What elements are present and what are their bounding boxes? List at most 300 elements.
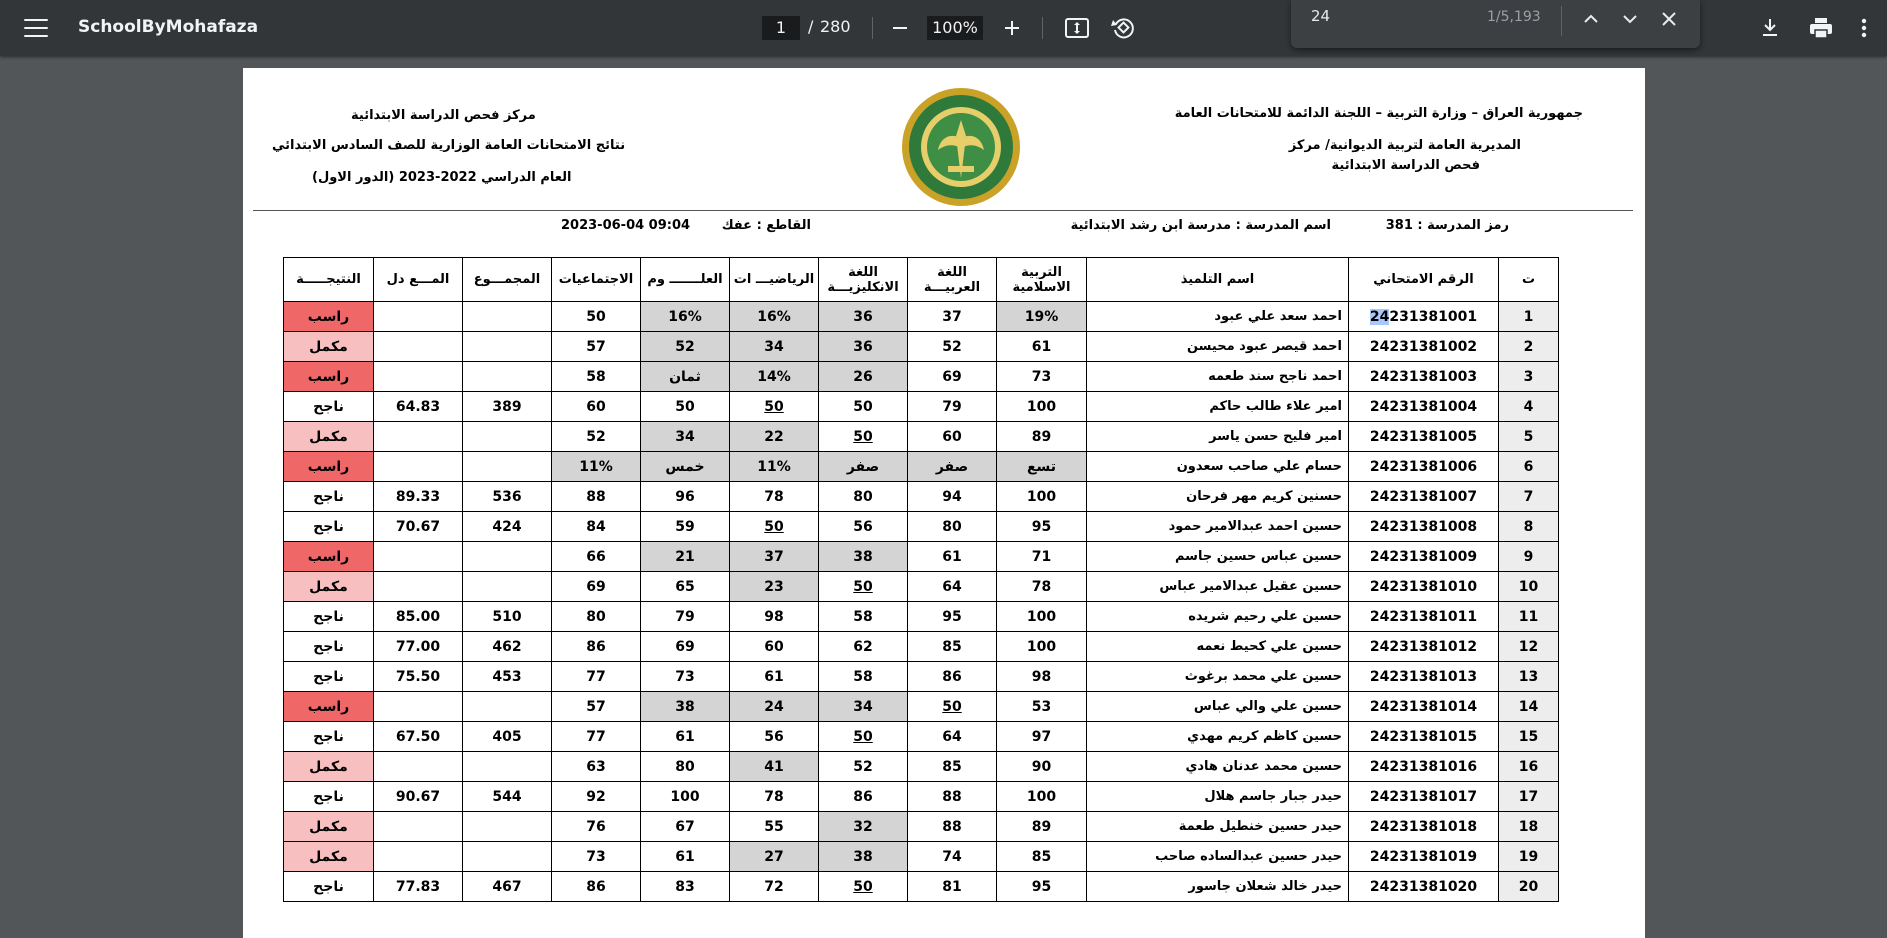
results-table <box>283 257 1559 902</box>
exam-id-cell: 24231381007 <box>1349 482 1499 512</box>
grade-cell: 95 <box>997 872 1087 902</box>
menu-icon[interactable] <box>22 16 50 40</box>
grade-cell: 61 <box>641 722 730 752</box>
grade-cell: 64 <box>908 572 997 602</box>
grade-cell <box>463 812 552 842</box>
grade-cell: 64.83 <box>374 392 463 422</box>
grade-cell: 424 <box>463 512 552 542</box>
grade-cell: 67 <box>641 812 730 842</box>
table-row <box>284 602 1559 632</box>
student-name-cell: احمد ناجح سند طعمه <box>1087 362 1349 392</box>
row-number-cell: 14 <box>1499 692 1559 722</box>
result-cell: ناجح <box>284 602 374 632</box>
exam-id-cell: 24231381013 <box>1349 662 1499 692</box>
row-number-cell: 12 <box>1499 632 1559 662</box>
grade-cell: 92 <box>552 782 641 812</box>
result-cell: ناجح <box>284 872 374 902</box>
exam-id-cell: 24231381020 <box>1349 872 1499 902</box>
grade-cell: 79 <box>908 392 997 422</box>
grade-cell: 536 <box>463 482 552 512</box>
grade-cell: 38 <box>819 842 908 872</box>
grade-cell: 61 <box>641 842 730 872</box>
table-row <box>284 692 1559 722</box>
table-row <box>284 512 1559 542</box>
column-header: الرياضيـــ ات <box>730 258 819 302</box>
grade-cell: 85 <box>908 632 997 662</box>
exam-id-cell: 24231381006 <box>1349 452 1499 482</box>
student-name-cell: حسين علي كحيط نعمه <box>1087 632 1349 662</box>
result-cell: مكمل <box>284 422 374 452</box>
grade-cell: 462 <box>463 632 552 662</box>
grade-cell <box>463 332 552 362</box>
row-number-cell: 4 <box>1499 392 1559 422</box>
exam-id-cell: 24231381002 <box>1349 332 1499 362</box>
exam-id-cell: 24231381011 <box>1349 602 1499 632</box>
grade-cell: 100 <box>997 632 1087 662</box>
grade-cell <box>374 812 463 842</box>
grade-cell: 23 <box>730 572 819 602</box>
grade-cell: 50 <box>730 392 819 422</box>
school-code: رمز المدرسة : 381 <box>1385 218 1509 233</box>
grade-cell: 73 <box>997 362 1087 392</box>
grade-cell: 85.00 <box>374 602 463 632</box>
download-icon[interactable] <box>1758 16 1782 40</box>
find-result-count: 1/5,193 <box>1487 9 1541 25</box>
school-name: اسم المدرسة : مدرسة ابن رشد الابتدائية <box>1070 218 1331 233</box>
grade-cell <box>463 692 552 722</box>
header-academic-year: العام الدراسي 2022-2023 (الدور الاول) <box>312 170 572 185</box>
grade-cell: خمس <box>641 452 730 482</box>
grade-cell: 16% <box>641 302 730 332</box>
grade-cell <box>463 542 552 572</box>
grade-cell: 38 <box>819 542 908 572</box>
row-number-cell: 6 <box>1499 452 1559 482</box>
student-name-cell: حسين احمد عبدالامير حمود <box>1087 512 1349 542</box>
sector-label: القاطع : عفك <box>721 218 811 233</box>
find-close-icon[interactable] <box>1656 6 1682 32</box>
grade-cell: 41 <box>730 752 819 782</box>
table-row <box>284 842 1559 872</box>
toolbar-divider <box>872 17 873 39</box>
header-results-title: نتائج الامتحانات العامة الوزارية للصف السادس الابتدائي <box>272 138 626 153</box>
grade-cell: 36 <box>819 302 908 332</box>
grade-cell: 78 <box>997 572 1087 602</box>
grade-cell: 56 <box>819 512 908 542</box>
grade-cell: 14% <box>730 362 819 392</box>
row-number-cell: 9 <box>1499 542 1559 572</box>
grade-cell: 38 <box>641 692 730 722</box>
grade-cell: 98 <box>997 662 1087 692</box>
grade-cell: 69 <box>908 362 997 392</box>
column-header: اسم التلميذ <box>1087 258 1349 302</box>
zoom-level-input[interactable]: 100% <box>927 16 983 40</box>
exam-id-cell: 24231381017 <box>1349 782 1499 812</box>
more-vert-icon[interactable] <box>1856 16 1872 40</box>
grade-cell <box>374 692 463 722</box>
result-cell: راسب <box>284 302 374 332</box>
grade-cell: 90 <box>997 752 1087 782</box>
result-cell: مكمل <box>284 332 374 362</box>
grade-cell: 100 <box>997 602 1087 632</box>
grade-cell: 73 <box>552 842 641 872</box>
table-row <box>284 812 1559 842</box>
grade-cell: 55 <box>730 812 819 842</box>
student-name-cell: حسين عباس حسين جاسم <box>1087 542 1349 572</box>
grade-cell <box>463 422 552 452</box>
table-header-row <box>284 258 1559 302</box>
grade-cell: 52 <box>552 422 641 452</box>
grade-cell: 50 <box>641 392 730 422</box>
column-header: المـــع دل <box>374 258 463 302</box>
exam-id-cell: 24231381004 <box>1349 392 1499 422</box>
row-number-cell: 7 <box>1499 482 1559 512</box>
grade-cell: 95 <box>908 602 997 632</box>
grade-cell: 63 <box>552 752 641 782</box>
find-divider <box>1561 6 1562 36</box>
grade-cell: 58 <box>552 362 641 392</box>
ministry-seal-logo <box>900 86 1022 208</box>
table-row <box>284 782 1559 812</box>
result-cell: راسب <box>284 452 374 482</box>
grade-cell: 85 <box>908 752 997 782</box>
grade-cell: 50 <box>819 422 908 452</box>
row-number-cell: 17 <box>1499 782 1559 812</box>
table-row <box>284 542 1559 572</box>
grade-cell: صفر <box>819 452 908 482</box>
grade-cell: 26 <box>819 362 908 392</box>
student-name-cell: حسام علي صاحب سعدون <box>1087 452 1349 482</box>
result-cell: مكمل <box>284 842 374 872</box>
grade-cell <box>463 302 552 332</box>
result-cell: ناجح <box>284 662 374 692</box>
grade-cell: 58 <box>819 662 908 692</box>
print-icon[interactable] <box>1808 16 1834 40</box>
student-name-cell: حيدر خالد شعلان جاسور <box>1087 872 1349 902</box>
header-exam-center: مركز فحص الدراسة الابتدائية <box>351 108 536 123</box>
grade-cell: 66 <box>552 542 641 572</box>
grade-cell: 50 <box>819 872 908 902</box>
table-row <box>284 332 1559 362</box>
document-title: SchoolByMohafaza <box>78 17 259 37</box>
result-cell: مكمل <box>284 752 374 782</box>
grade-cell: 52 <box>641 332 730 362</box>
grade-cell: 100 <box>997 482 1087 512</box>
grade-cell: 510 <box>463 602 552 632</box>
grade-cell: 70.67 <box>374 512 463 542</box>
exam-id-cell: 24231381012 <box>1349 632 1499 662</box>
grade-cell: 77.83 <box>374 872 463 902</box>
exam-id-cell: 24231381008 <box>1349 512 1499 542</box>
grade-cell: 34 <box>730 332 819 362</box>
grade-cell: 37 <box>730 542 819 572</box>
grade-cell <box>374 542 463 572</box>
find-previous-icon[interactable] <box>1578 6 1604 32</box>
grade-cell: 65 <box>641 572 730 602</box>
column-header: التربية الاسلامية <box>997 258 1087 302</box>
grade-cell: ثمان <box>641 362 730 392</box>
grade-cell: 62 <box>819 632 908 662</box>
grade-cell: 90.67 <box>374 782 463 812</box>
grade-cell <box>374 422 463 452</box>
student-name-cell: امير فليح حسن ياسر <box>1087 422 1349 452</box>
grade-cell: 81 <box>908 872 997 902</box>
grade-cell: 50 <box>730 512 819 542</box>
grade-cell <box>463 842 552 872</box>
column-header: الاجتماعيات <box>552 258 641 302</box>
row-number-cell: 1 <box>1499 302 1559 332</box>
student-name-cell: حيدر حسين عبدالساده صاحب <box>1087 842 1349 872</box>
grade-cell: 34 <box>819 692 908 722</box>
grade-cell: 86 <box>819 782 908 812</box>
grade-cell: 36 <box>819 332 908 362</box>
grade-cell: 71 <box>997 542 1087 572</box>
student-name-cell: حسين علي رحيم شريده <box>1087 602 1349 632</box>
column-header: ت <box>1499 258 1559 302</box>
row-number-cell: 2 <box>1499 332 1559 362</box>
pdf-toolbar <box>0 0 1887 56</box>
grade-cell: 84 <box>552 512 641 542</box>
exam-id-cell: 24231381003 <box>1349 362 1499 392</box>
table-row <box>284 722 1559 752</box>
grade-cell: 58 <box>819 602 908 632</box>
table-row <box>284 572 1559 602</box>
grade-cell <box>463 572 552 602</box>
grade-cell: 74 <box>908 842 997 872</box>
grade-cell: 78 <box>730 782 819 812</box>
grade-cell: 52 <box>819 752 908 782</box>
row-number-cell: 15 <box>1499 722 1559 752</box>
grade-cell <box>463 452 552 482</box>
grade-cell: 86 <box>908 662 997 692</box>
grade-cell: 80 <box>641 752 730 782</box>
result-cell: راسب <box>284 542 374 572</box>
grade-cell: 77.00 <box>374 632 463 662</box>
grade-cell: 97 <box>997 722 1087 752</box>
student-name-cell: حسين محمد عدنان هادي <box>1087 752 1349 782</box>
grade-cell: 57 <box>552 692 641 722</box>
row-number-cell: 16 <box>1499 752 1559 782</box>
grade-cell: 27 <box>730 842 819 872</box>
column-header: المجمـــوع <box>463 258 552 302</box>
grade-cell: 89 <box>997 812 1087 842</box>
grade-cell: 405 <box>463 722 552 752</box>
exam-id-cell: 24231381005 <box>1349 422 1499 452</box>
table-row <box>284 482 1559 512</box>
grade-cell: 86 <box>552 872 641 902</box>
grade-cell: 19% <box>997 302 1087 332</box>
grade-cell: 83 <box>641 872 730 902</box>
grade-cell: 69 <box>641 632 730 662</box>
row-number-cell: 8 <box>1499 512 1559 542</box>
zoom-out-icon[interactable] <box>886 14 914 42</box>
grade-cell: 72 <box>730 872 819 902</box>
grade-cell: 88 <box>908 812 997 842</box>
student-name-cell: حسين عقيل عبدالامير عباس <box>1087 572 1349 602</box>
grade-cell: 77 <box>552 722 641 752</box>
page-number-input[interactable]: 1 <box>762 16 800 40</box>
grade-cell: 56 <box>730 722 819 752</box>
result-cell: ناجح <box>284 482 374 512</box>
grade-cell: 544 <box>463 782 552 812</box>
table-row <box>284 752 1559 782</box>
grade-cell: 64 <box>908 722 997 752</box>
grade-cell: 34 <box>641 422 730 452</box>
page-total: 280 <box>820 17 851 36</box>
grade-cell: 100 <box>997 392 1087 422</box>
find-input[interactable] <box>1311 7 1491 25</box>
grade-cell: 37 <box>908 302 997 332</box>
grade-cell: 89 <box>997 422 1087 452</box>
student-name-cell: حيدر جبار جاسم هلال <box>1087 782 1349 812</box>
student-name-cell: حسين علي محمد برغوث <box>1087 662 1349 692</box>
grade-cell: 61 <box>730 662 819 692</box>
grade-cell: 11% <box>730 452 819 482</box>
grade-cell: 21 <box>641 542 730 572</box>
grade-cell: 467 <box>463 872 552 902</box>
pdf-page <box>243 68 1645 938</box>
student-name-cell: حسين علي والي عباس <box>1087 692 1349 722</box>
result-cell: ناجح <box>284 512 374 542</box>
row-number-cell: 19 <box>1499 842 1559 872</box>
column-header: اللغة الانكليزيـــة <box>819 258 908 302</box>
print-datetime: 2023-06-04 09:04 <box>561 218 691 233</box>
header-directorate: المديرية العامة لتربية الديوانية/ مركز <box>1288 138 1521 153</box>
grade-cell: 50 <box>819 722 908 752</box>
result-cell: راسب <box>284 362 374 392</box>
grade-cell: 50 <box>552 302 641 332</box>
table-row <box>284 632 1559 662</box>
row-number-cell: 10 <box>1499 572 1559 602</box>
row-number-cell: 3 <box>1499 362 1559 392</box>
grade-cell: 100 <box>641 782 730 812</box>
grade-cell: 89.33 <box>374 482 463 512</box>
grade-cell: 75.50 <box>374 662 463 692</box>
grade-cell <box>374 842 463 872</box>
exam-id-cell: 24231381015 <box>1349 722 1499 752</box>
column-header: اللغة العربيـــة <box>908 258 997 302</box>
grade-cell: 60 <box>730 632 819 662</box>
grade-cell: 52 <box>908 332 997 362</box>
grade-cell: 57 <box>552 332 641 362</box>
grade-cell: 88 <box>552 482 641 512</box>
grade-cell: 22 <box>730 422 819 452</box>
result-cell: مكمل <box>284 572 374 602</box>
result-cell: راسب <box>284 692 374 722</box>
exam-id-cell: 24231381009 <box>1349 542 1499 572</box>
toolbar-divider <box>1042 17 1043 39</box>
search-match-highlight: 24 <box>1369 308 1390 325</box>
grade-cell <box>374 332 463 362</box>
rotate-icon[interactable] <box>1110 15 1136 41</box>
grade-cell: 453 <box>463 662 552 692</box>
grade-cell <box>374 572 463 602</box>
student-name-cell: امير علاء طالب حاكم <box>1087 392 1349 422</box>
exam-id-cell: 24231381018 <box>1349 812 1499 842</box>
row-number-cell: 20 <box>1499 872 1559 902</box>
grade-cell <box>463 362 552 392</box>
grade-cell <box>374 752 463 782</box>
grade-cell: 95 <box>997 512 1087 542</box>
column-header: النتيجـــــة <box>284 258 374 302</box>
result-cell: ناجح <box>284 632 374 662</box>
exam-id-cell: 24231381001 <box>1349 302 1499 332</box>
table-row <box>284 452 1559 482</box>
exam-id-cell: 24231381014 <box>1349 692 1499 722</box>
exam-id-cell: 24231381016 <box>1349 752 1499 782</box>
grade-cell: 11% <box>552 452 641 482</box>
grade-cell: 389 <box>463 392 552 422</box>
student-name-cell: احمد قيصر عبود محيسن <box>1087 332 1349 362</box>
grade-cell: 85 <box>997 842 1087 872</box>
grade-cell: 86 <box>552 632 641 662</box>
table-row <box>284 392 1559 422</box>
grade-cell: 76 <box>552 812 641 842</box>
column-header: الرقم الامتحاني <box>1349 258 1499 302</box>
grade-cell: 59 <box>641 512 730 542</box>
grade-cell: تسع <box>997 452 1087 482</box>
result-cell: ناجح <box>284 782 374 812</box>
grade-cell: 50 <box>819 392 908 422</box>
grade-cell: 79 <box>641 602 730 632</box>
grade-cell <box>374 452 463 482</box>
grade-cell: 77 <box>552 662 641 692</box>
result-cell: ناجح <box>284 722 374 752</box>
grade-cell: 16% <box>730 302 819 332</box>
grade-cell: 96 <box>641 482 730 512</box>
grade-cell: صفر <box>908 452 997 482</box>
header-divider <box>253 210 1633 211</box>
row-number-cell: 18 <box>1499 812 1559 842</box>
zoom-in-icon[interactable] <box>998 14 1026 42</box>
fit-page-icon[interactable] <box>1064 16 1090 40</box>
find-next-icon[interactable] <box>1617 6 1643 32</box>
header-center: فحص الدراسة الابتدائية <box>1331 158 1480 173</box>
exam-id-cell: 24231381010 <box>1349 572 1499 602</box>
row-number-cell: 5 <box>1499 422 1559 452</box>
grade-cell: 73 <box>641 662 730 692</box>
grade-cell: 80 <box>819 482 908 512</box>
grade-cell: 50 <box>819 572 908 602</box>
student-name-cell: حسين كاظم كريم مهدي <box>1087 722 1349 752</box>
grade-cell: 50 <box>908 692 997 722</box>
grade-cell <box>374 362 463 392</box>
grade-cell: 100 <box>997 782 1087 812</box>
grade-cell: 61 <box>997 332 1087 362</box>
grade-cell: 69 <box>552 572 641 602</box>
grade-cell: 94 <box>908 482 997 512</box>
header-ministry: جمهورية العراق – وزارة التربية – اللجنة الدائمة للامتحانات العامة <box>1174 106 1583 121</box>
grade-cell: 80 <box>908 512 997 542</box>
column-header: العلـــــــ وم <box>641 258 730 302</box>
grade-cell: 53 <box>997 692 1087 722</box>
result-cell: مكمل <box>284 812 374 842</box>
student-name-cell: حسنين كريم مهر فرحان <box>1087 482 1349 512</box>
row-number-cell: 13 <box>1499 662 1559 692</box>
grade-cell: 24 <box>730 692 819 722</box>
grade-cell: 88 <box>908 782 997 812</box>
row-number-cell: 11 <box>1499 602 1559 632</box>
grade-cell: 60 <box>552 392 641 422</box>
student-name-cell: حيدر حسين خنطيل طعمة <box>1087 812 1349 842</box>
grade-cell <box>463 752 552 782</box>
grade-cell: 98 <box>730 602 819 632</box>
page-separator: / <box>808 17 814 36</box>
table-row <box>284 872 1559 902</box>
table-row <box>284 662 1559 692</box>
table-row <box>284 302 1559 332</box>
grade-cell: 67.50 <box>374 722 463 752</box>
grade-cell: 32 <box>819 812 908 842</box>
